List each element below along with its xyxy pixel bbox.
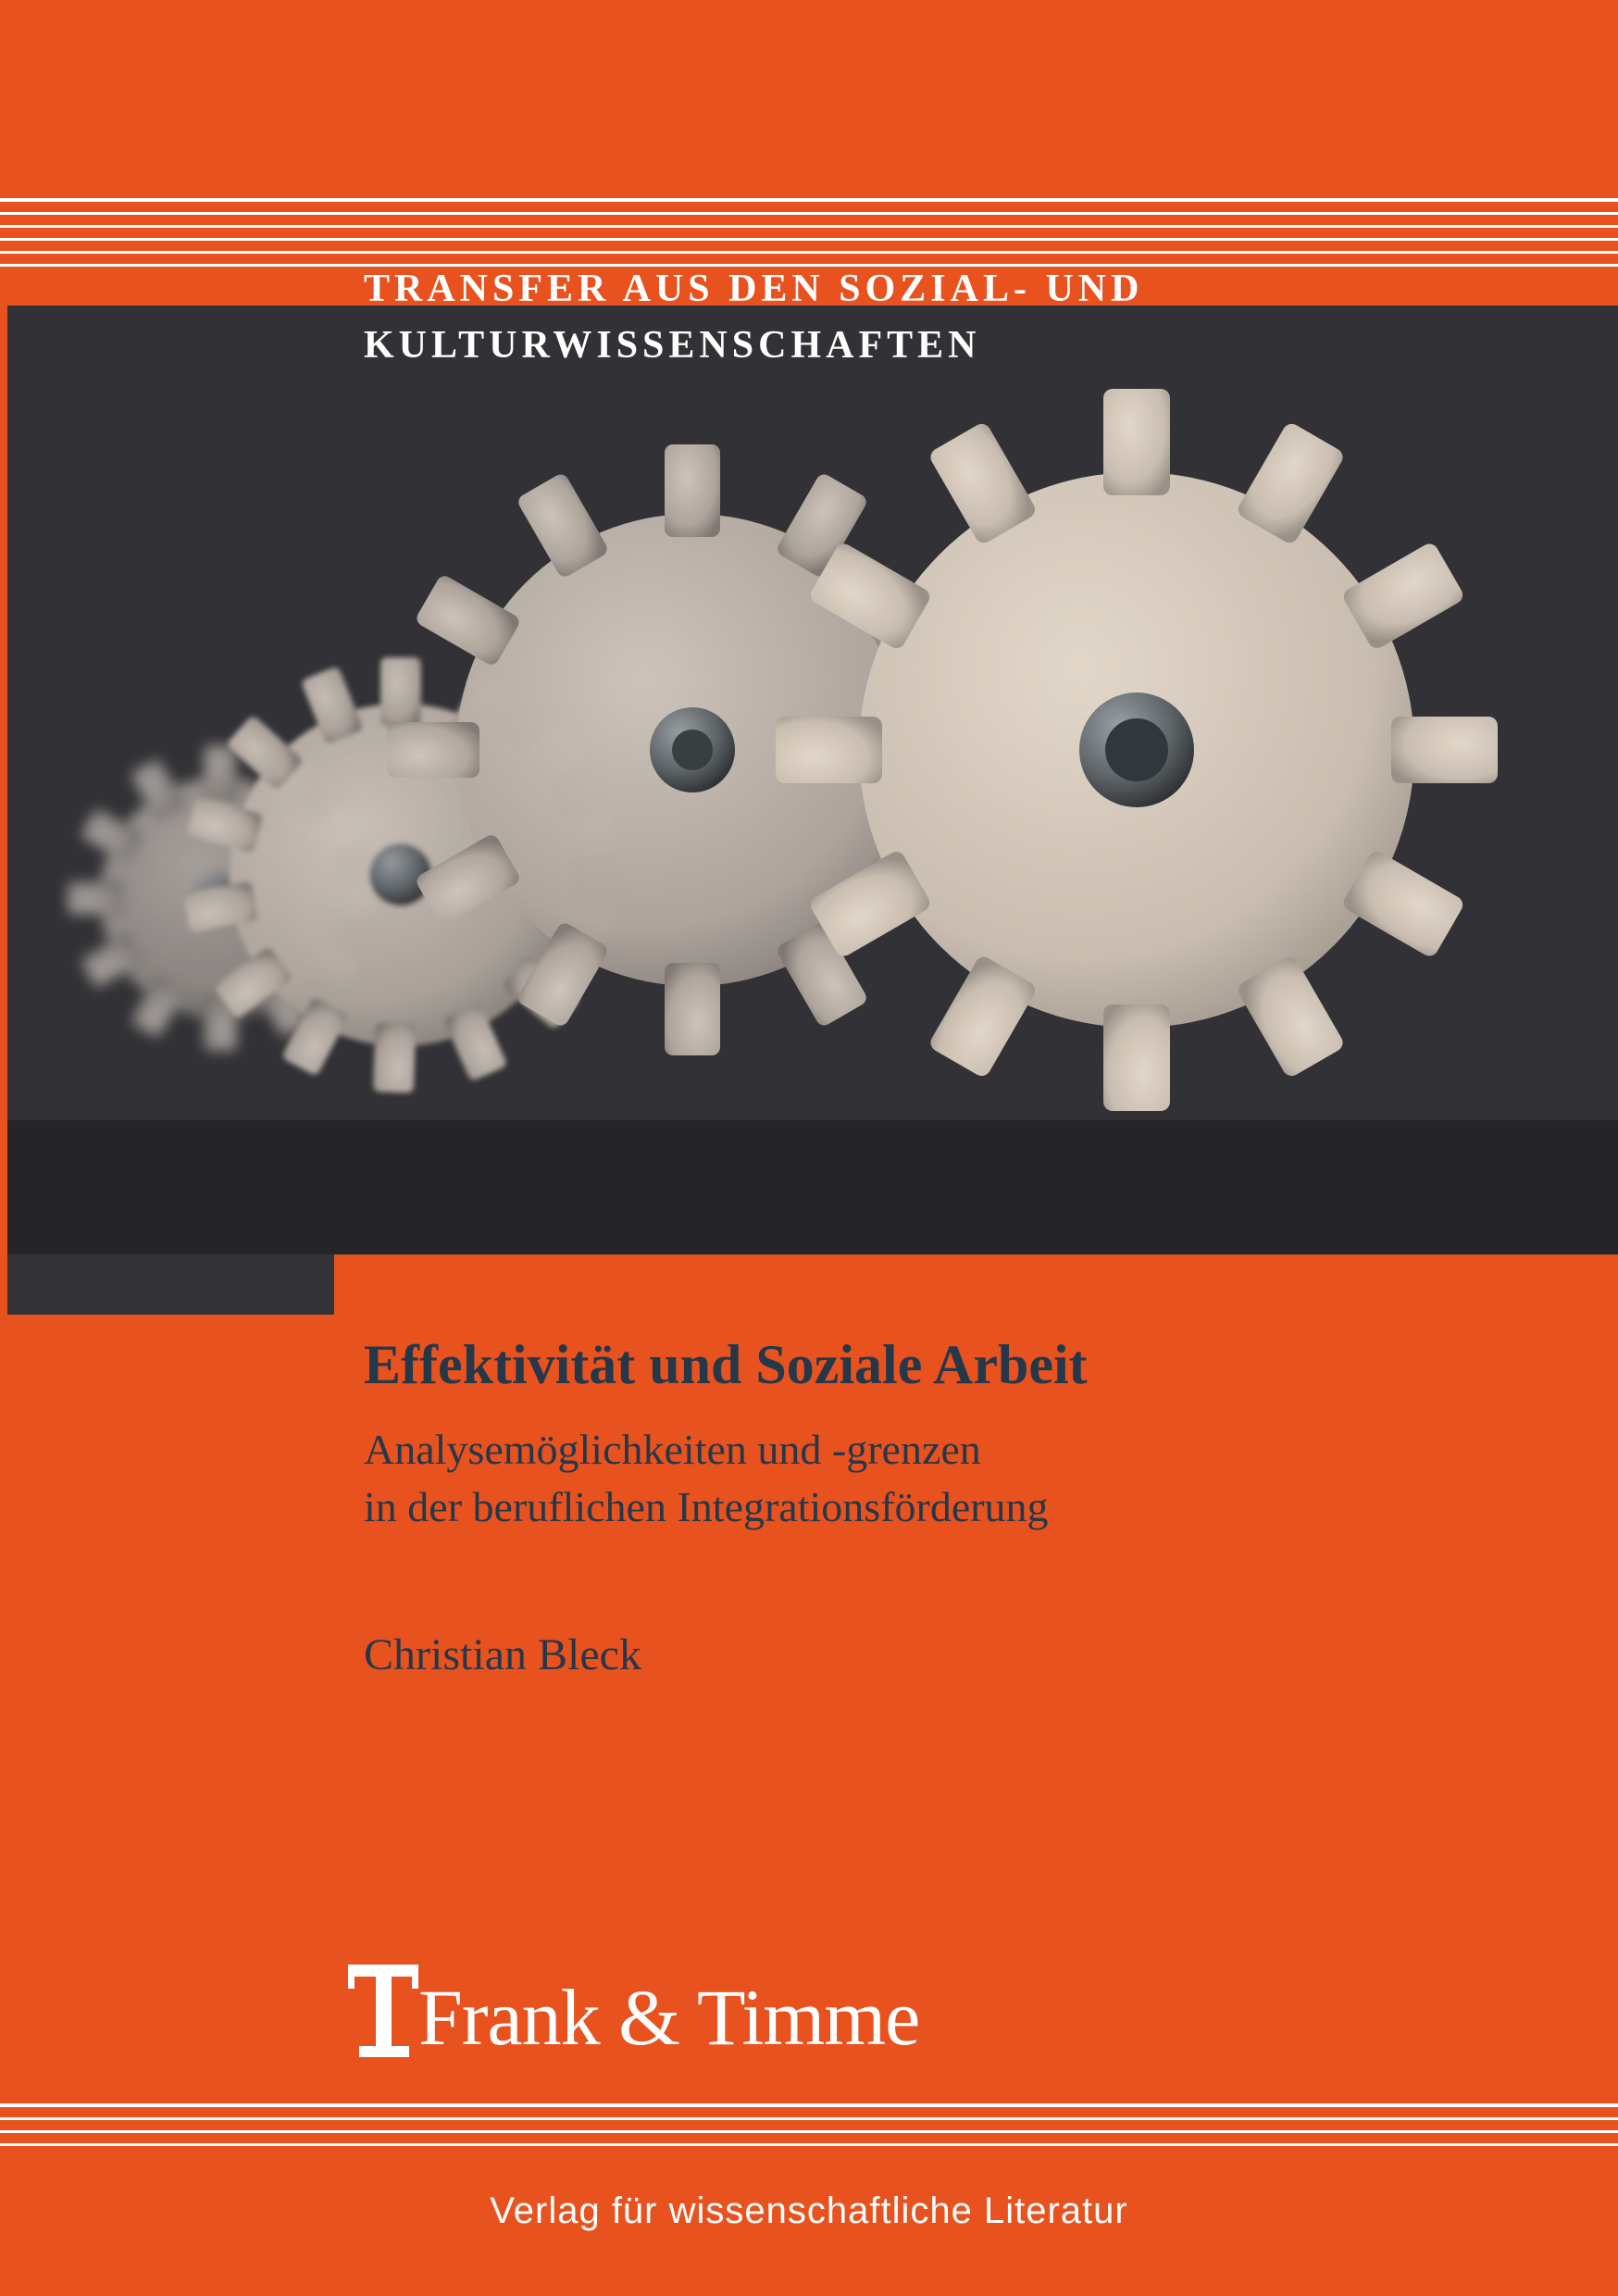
rule-line [0, 225, 1618, 228]
publisher-tagline: Verlag für wissenschaftliche Literatur [490, 2190, 1128, 2231]
photo-lower-cut [334, 1254, 1618, 1310]
rule-line [0, 251, 1618, 254]
rule-line [0, 2103, 1618, 2107]
gears-illustration [7, 306, 1618, 1298]
bottom-rule-band [0, 2103, 1618, 2177]
cover-photo [7, 306, 1618, 1298]
photo-lower-left-block [7, 1254, 334, 1315]
rule-line [0, 198, 1618, 202]
publisher-name: Frank & Timme [418, 1973, 920, 2062]
rule-line [0, 2143, 1618, 2146]
title-block [364, 1333, 1549, 1536]
author-name: Christian Bleck [364, 1630, 641, 1679]
rule-line [0, 238, 1618, 241]
book-title: Effektivität und Soziale Arbeit [364, 1334, 1088, 1395]
series-title-line-1: TRANSFER AUS DEN SOZIAL- UND [364, 268, 1144, 310]
book-subtitle-line-2: in der beruflichen Integrationsförderung [364, 1483, 1049, 1531]
rule-line [0, 2130, 1618, 2133]
frank-timme-t-icon [342, 1957, 424, 2057]
publisher-logo [342, 1955, 920, 2062]
series-title [364, 261, 1475, 374]
series-title-line-2: KULTURWISSENSCHAFTEN [364, 323, 981, 367]
rule-line [0, 212, 1618, 215]
book-subtitle-line-1: Analysemöglichkeiten und -grenzen [364, 1426, 981, 1473]
rule-line [0, 2117, 1618, 2120]
